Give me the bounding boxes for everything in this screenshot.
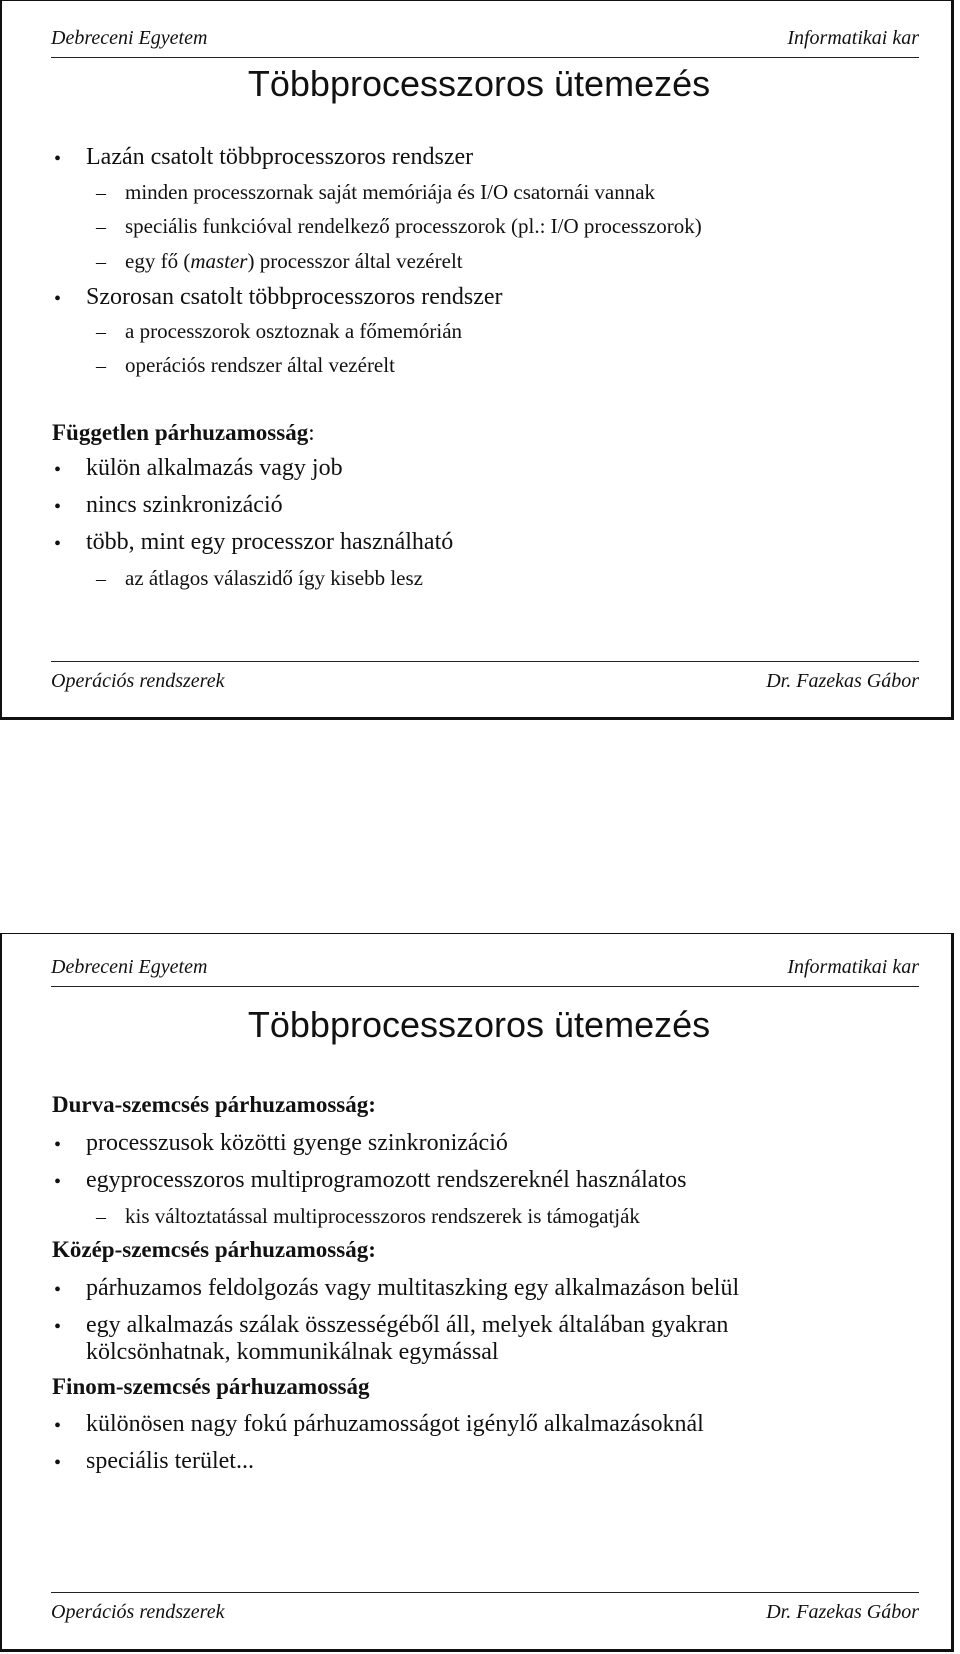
list-item: több, mint egy processzor használható <box>86 529 454 555</box>
footer-author: Dr. Fazekas Gábor <box>766 1601 919 1623</box>
header-university: Debreceni Egyetem <box>51 956 208 978</box>
bullet-icon: • <box>54 1452 62 1474</box>
list-subitem: minden processzornak saját memóriája és I/O csatornái vannak <box>125 180 656 204</box>
dash-icon: – <box>96 182 106 204</box>
heading-colon: : <box>308 420 315 445</box>
list-subitem: a processzorok osztoznak a főmemórián <box>125 319 463 343</box>
slide-footer <box>51 661 919 692</box>
footer-course: Operációs rendszerek <box>51 670 225 692</box>
list-item: processzusok közötti gyenge szinkronizáció <box>86 1130 508 1156</box>
bullet-icon: • <box>54 1415 62 1437</box>
bullet-icon: • <box>54 459 62 481</box>
emphasis-text: master <box>190 249 248 273</box>
list-item: nincs szinkronizáció <box>86 492 283 518</box>
bullet-icon: • <box>54 148 62 170</box>
slide-header <box>51 27 919 58</box>
list-item: egy alkalmazás szálak összességéből áll, melyek általában gyakran <box>86 1312 729 1338</box>
list-item: Lazán csatolt többprocesszoros rendszer <box>86 144 474 170</box>
bullet-icon: • <box>54 288 62 310</box>
slide-title: Többprocesszoros ütemezés <box>247 63 711 104</box>
bullet-icon: • <box>54 496 62 518</box>
list-subitem: speciális funkcióval rendelkező processzorok (pl.: I/O processzorok) <box>125 214 702 238</box>
bullet-icon: • <box>54 1279 62 1301</box>
section-heading <box>52 420 315 446</box>
list-item-continuation: kölcsönhatnak, kommunikálnak egymással <box>86 1339 499 1365</box>
slide-title: Többprocesszoros ütemezés <box>247 1004 711 1045</box>
list-subitem <box>125 249 463 274</box>
header-faculty: Informatikai kar <box>787 956 919 978</box>
header-university: Debreceni Egyetem <box>51 27 208 49</box>
bullet-icon: • <box>54 1316 62 1338</box>
bullet-icon: • <box>54 533 62 555</box>
list-item: külön alkalmazás vagy job <box>86 455 343 481</box>
dash-icon: – <box>96 1206 106 1228</box>
section-heading: Közép-szemcsés párhuzamosság: <box>52 1237 376 1262</box>
section-heading: Durva-szemcsés párhuzamosság: <box>52 1092 376 1117</box>
footer-author: Dr. Fazekas Gábor <box>766 670 919 692</box>
dash-icon: – <box>96 355 106 377</box>
dash-icon: – <box>96 321 106 343</box>
list-item: speciális terület... <box>86 1448 254 1474</box>
list-item: különösen nagy fokú párhuzamosságot igénylő alkalmazásoknál <box>86 1411 704 1437</box>
slide-2 <box>0 933 954 1652</box>
list-item: párhuzamos feldolgozás vagy multitaszking egy alkalmazáson belül <box>86 1275 740 1301</box>
slide-1 <box>0 0 954 720</box>
section-heading: Finom-szemcsés párhuzamosság <box>52 1374 370 1399</box>
slide-header <box>51 956 919 987</box>
list-subitem: kis változtatással multiprocesszoros rendszerek is támogatják <box>125 1204 640 1228</box>
list-subitem: az átlagos válaszidő így kisebb lesz <box>125 566 423 590</box>
dash-icon: – <box>96 216 106 238</box>
bullet-icon: • <box>54 1134 62 1156</box>
dash-icon: – <box>96 568 106 590</box>
bullet-icon: • <box>54 1171 62 1193</box>
slide-footer <box>51 1592 919 1623</box>
heading-text: Független párhuzamosság <box>52 420 309 445</box>
footer-course: Operációs rendszerek <box>51 1601 225 1623</box>
list-item: Szorosan csatolt többprocesszoros rendszer <box>86 284 503 310</box>
text-segment: ) processzor által vezérelt <box>247 249 463 273</box>
header-faculty: Informatikai kar <box>787 27 919 49</box>
list-item: egyprocesszoros multiprogramozott rendszereknél használatos <box>86 1167 687 1193</box>
text-segment: egy fő ( <box>125 249 191 273</box>
dash-icon: – <box>96 251 106 273</box>
list-subitem: operációs rendszer által vezérelt <box>125 353 395 377</box>
